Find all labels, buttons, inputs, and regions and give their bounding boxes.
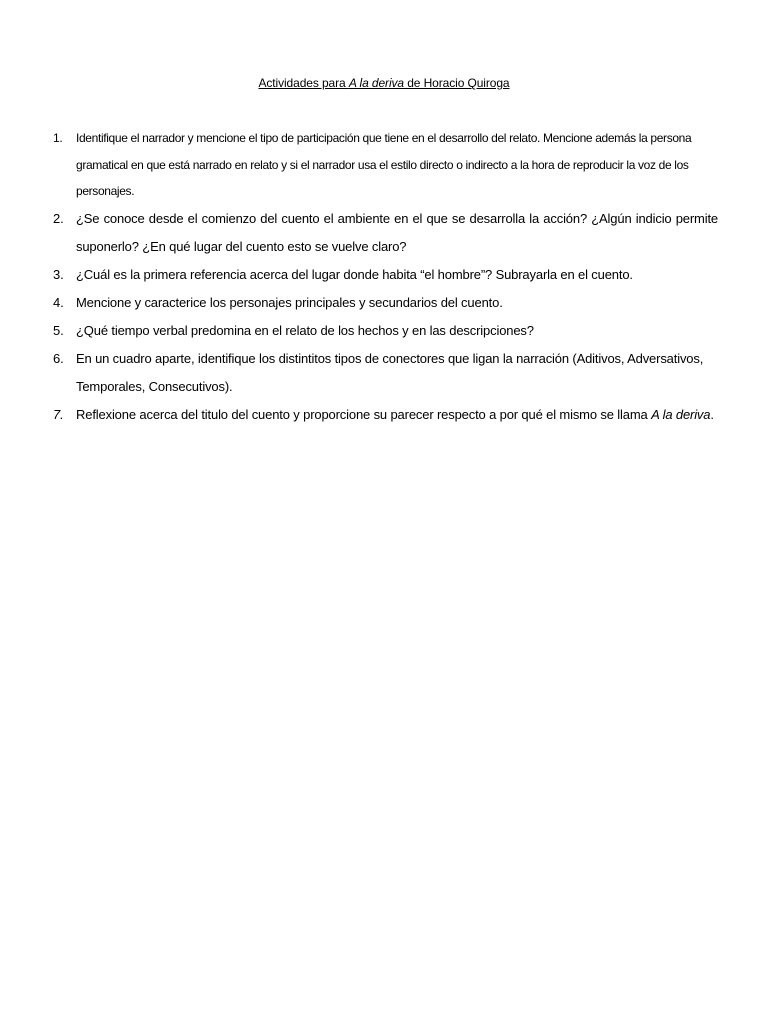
title-suffix: de Horacio Quiroga (404, 76, 510, 90)
item-number: 4. (53, 294, 64, 310)
item-text: Identifique el narrador y mencione el tipo de participación que tiene en el desarrollo del relato. Mencione además la persona gramatical en que está narrado en relato y si el narrador usa el estilo directo o indirecto a la hora de reproducir la voz de los personajes. (76, 131, 692, 198)
item-number: 1. (53, 131, 63, 145)
list-item-6 (50, 345, 718, 401)
list-item-2 (50, 205, 718, 261)
item-text-end: . (710, 406, 714, 422)
item-text: ¿Se conoce desde el comienzo del cuento el ambiente en el que se desarrolla la acción? ¿Algún indicio permite suponerlo? ¿En qué lugar del cuento esto se vuelve claro? (76, 210, 718, 254)
list-item-7 (50, 401, 718, 429)
item-text: ¿Cuál es la primera referencia acerca del lugar donde habita “el hombre”? Subrayarla en el cuento. (76, 266, 633, 282)
list-item-1 (50, 125, 718, 205)
list-item-3 (50, 261, 718, 289)
item-text-main: Reflexione acerca del titulo del cuento y proporcione su parecer respecto a por qué el mismo se llama (76, 406, 652, 422)
item-text (76, 401, 718, 429)
list-item-4 (50, 289, 718, 317)
activities-list (50, 125, 718, 429)
item-number: 5. (53, 322, 64, 338)
item-number: 2. (53, 210, 64, 226)
item-text: ¿Qué tiempo verbal predomina en el relato de los hechos y en las descripciones? (76, 322, 534, 338)
item-text-work-name: A la deriva (651, 406, 711, 422)
item-number: 3. (53, 266, 64, 282)
title-work-name: A la deriva (348, 76, 404, 90)
item-text: En un cuadro aparte, identifique los distintitos tipos de conectores que ligan la narración (Aditivos, Adversativos, Temporales, Consecutivos). (76, 350, 704, 394)
item-number: 6. (53, 350, 64, 366)
list-item-5 (50, 317, 718, 345)
document-title (0, 74, 768, 92)
item-text: Mencione y caracterice los personajes principales y secundarios del cuento. (76, 294, 503, 310)
item-number: 7. (53, 406, 64, 422)
title-prefix: Actividades para (258, 76, 349, 90)
